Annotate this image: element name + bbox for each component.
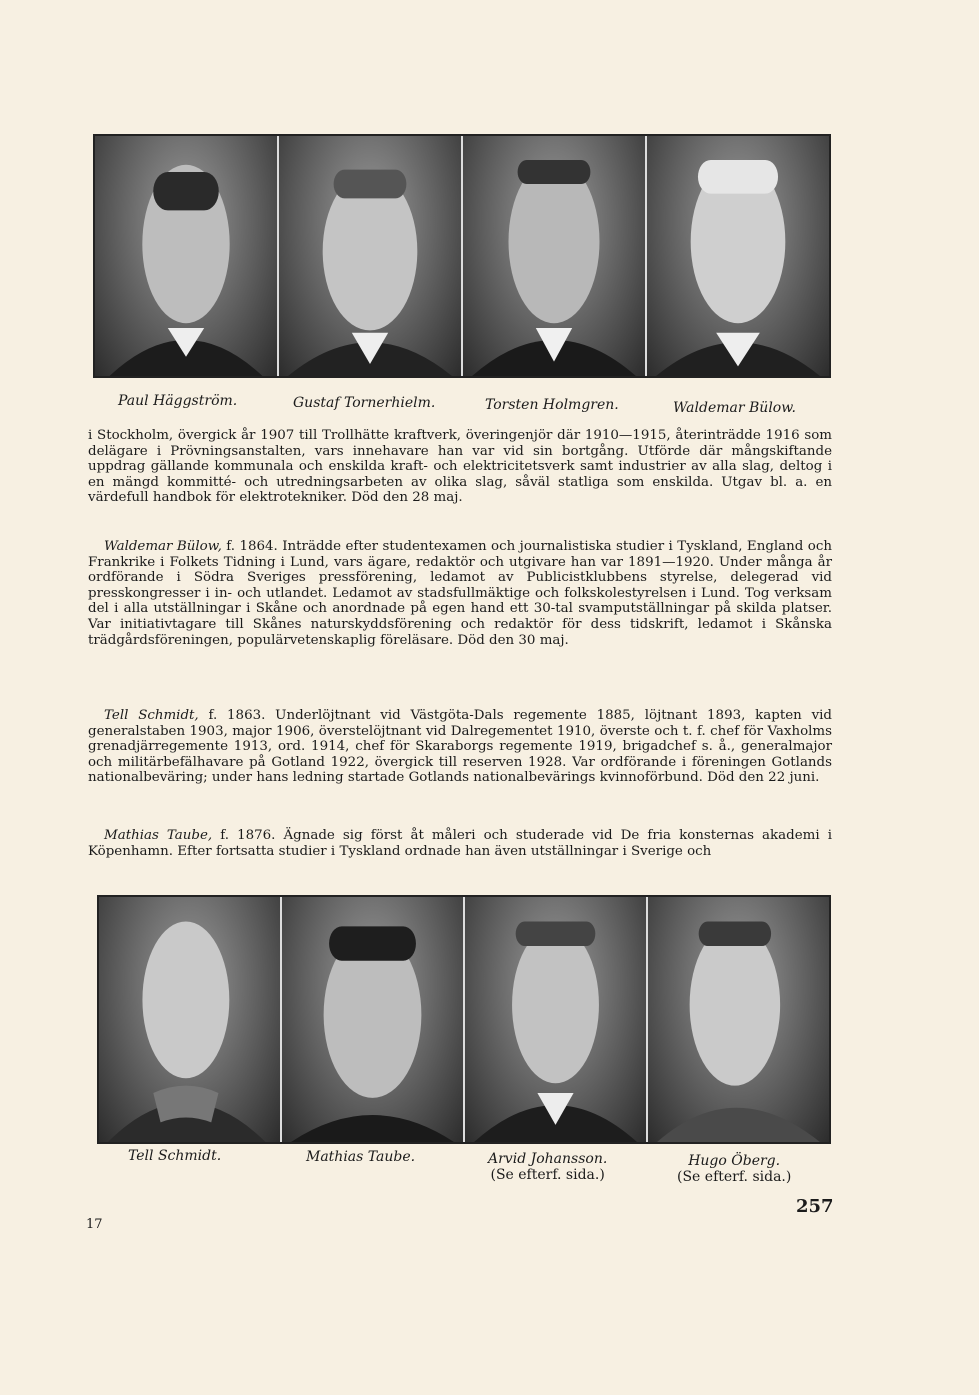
person-name: Waldemar Bülow, xyxy=(104,539,222,554)
biography-paragraph xyxy=(88,828,832,859)
biography-paragraph xyxy=(88,428,832,506)
portrait-photo xyxy=(279,136,463,376)
biography-paragraph xyxy=(88,539,832,648)
caption-note: (Se efterf. sida.) xyxy=(490,1167,605,1183)
signature-mark: 17 xyxy=(86,1217,103,1232)
portrait-caption: Torsten Holmgren. xyxy=(485,397,619,413)
portrait-photo xyxy=(282,897,465,1142)
portrait-caption-block xyxy=(488,1151,607,1183)
portrait-photo xyxy=(99,897,282,1142)
portrait-caption: Gustaf Tornerhielm. xyxy=(293,395,436,411)
bottom-portrait-row xyxy=(97,895,831,1144)
biography-text: f. 1876. Ägnade sig först åt måleri och studerade vid De fria konsternas akademi i Köpenhamn. Efter fortsatta studier i Tyskland ordnade han även utställningar i Sverige och xyxy=(88,828,832,859)
biography-text: i Stockholm, övergick år 1907 till Trollhätte kraftverk, överingenjör där 1910—1915, återinträdde 1916 som delägare i Prövningsanstalten, vars innehavare han var vid sin bortgång. Utförde där mångskiftande uppdrag gällande kommunala och enskilda kraft- och elektricitetsverk samt industrier av alla slag, deltog i en mängd kommitté- och utredningsarbeten av olika slag, såväl statliga som enskilda. Utgav bl. a. en värdefull handbok för elektrotekniker. Död den 28 maj. xyxy=(88,428,832,506)
top-portrait-row xyxy=(93,134,831,378)
portrait-caption: Waldemar Bülow. xyxy=(673,400,796,416)
portrait-caption-block xyxy=(677,1153,791,1185)
portrait-caption: Arvid Johansson. xyxy=(488,1151,608,1167)
person-name: Mathias Taube, xyxy=(104,828,213,843)
biography-text: f. 1864. Inträdde efter studentexamen och journalistiska studier i Tyskland, England och Frankrike i Folkets Tidning i Lund, vars ägare, redaktör och utgivare han var 1891—1920. Under många år ordförande i Södra Sveriges pressförening, ledamot av Publicistklubbens styrelse, delegerad vid presskongresser i in- och utlandet. Ledamot av stadsfullmäktige och folkskolestyrelsen i Lund. Tog verksam del i alla utställningar i Skåne och anordnade på egen hand ett 30-tal svamputställningar på skilda platser. Var initiativtagare till Skånes naturskyddsförening och redaktör för dess tidskrift, ledamot i Skånska trädgårdsföreningen, populärvetenskaplig föreläsare. Död den 30 maj. xyxy=(88,539,832,648)
portrait-photo xyxy=(648,897,829,1142)
biography-text: f. 1863. Underlöjtnant vid Västgöta-Dals regemente 1885, löjtnant 1893, kapten vid generalstaben 1903, major 1906, överstelöjtnant vid Dalregementet 1910, överste och t. f. chef för Vaxholms grenadjärregemente 1913, ord. 1914, chef för Skaraborgs regemente 1919, brigadchef s. å., generalmajor och militärbefälhavare på Gotland 1922, övergick till reserven 1928. Var ordförande i föreningen Gotlands nationalbeväring; under hans ledning startade Gotlands nationalbevärings kvinnoförbund. Död den 22 juni. xyxy=(88,708,833,786)
portrait-caption: Mathias Taube. xyxy=(306,1149,416,1165)
portrait-caption: Hugo Öberg. xyxy=(688,1153,781,1169)
person-name: Tell Schmidt, xyxy=(104,708,199,723)
portrait-caption: Paul Häggström. xyxy=(118,393,238,409)
portrait-photo xyxy=(465,897,648,1142)
biography-paragraph xyxy=(88,708,832,786)
portrait-photo xyxy=(463,136,647,376)
page-number: 257 xyxy=(796,1196,834,1217)
portrait-photo xyxy=(95,136,279,376)
caption-note: (Se efterf. sida.) xyxy=(677,1169,792,1185)
portrait-caption: Tell Schmidt. xyxy=(128,1148,222,1164)
portrait-photo xyxy=(647,136,829,376)
